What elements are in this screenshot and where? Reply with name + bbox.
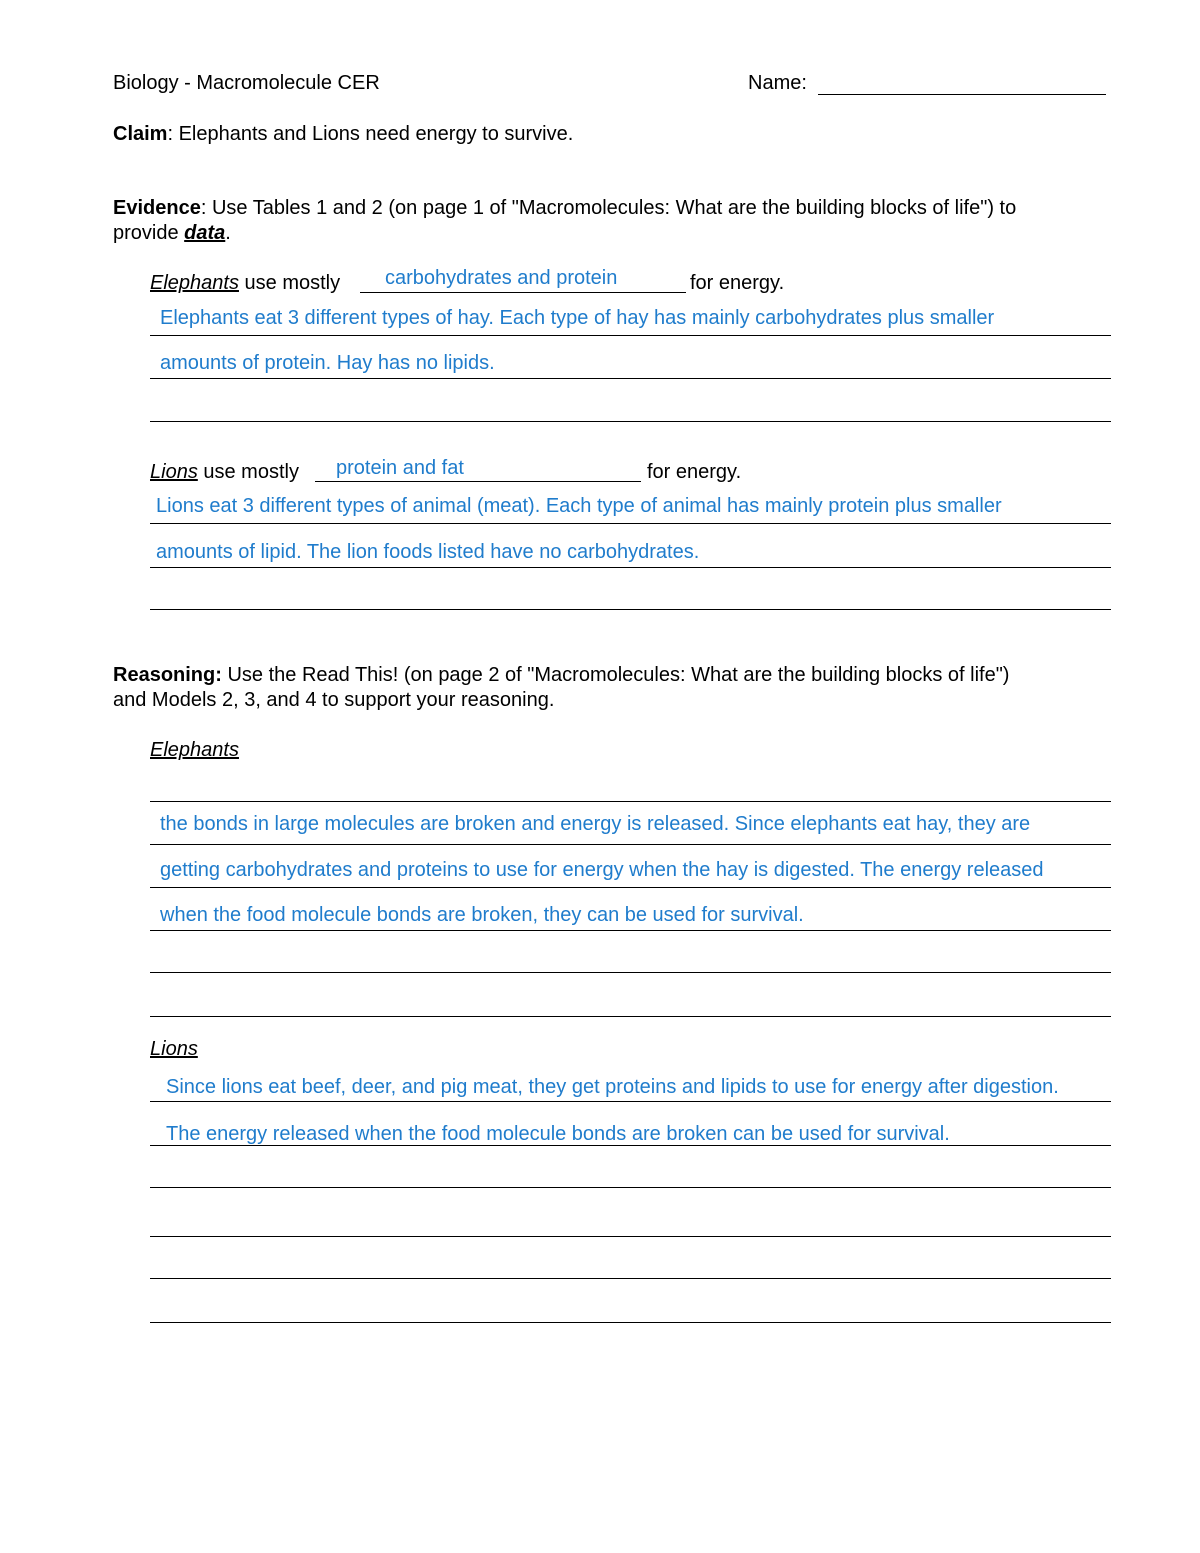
evidence-provide: provide <box>113 222 185 244</box>
elephants-subject: Elephants <box>150 272 239 294</box>
elephants-reasoning-answer-1: the bonds in large molecules are broken and energy is released. Since elephants eat hay, they are <box>160 813 1031 835</box>
lions-uses: use mostly <box>197 461 299 483</box>
lions-subject: Lions <box>150 461 198 483</box>
page-title: Biology - Macromolecule CER <box>113 72 380 94</box>
elephants-evidence-prompt <box>150 272 340 295</box>
reasoning-text: Use the Read This! (on page 2 of "Macromolecules: What are the building blocks of life") <box>221 664 1010 686</box>
data-emphasis: data <box>184 222 226 244</box>
answer-line[interactable] <box>150 523 1111 524</box>
elephants-uses: use mostly <box>238 272 341 294</box>
elephants-for-energy: for energy. <box>690 272 785 294</box>
name-field[interactable] <box>818 94 1106 95</box>
lions-reasoning-answer-1: Since lions eat beef, deer, and pig meat, they get proteins and lipids to use for energy after digestion. <box>166 1076 1059 1098</box>
answer-line[interactable] <box>150 1187 1111 1188</box>
elephants-fuel-answer: carbohydrates and protein <box>385 267 618 289</box>
answer-line[interactable] <box>150 930 1111 931</box>
lions-reasoning-heading: Lions <box>150 1038 198 1060</box>
answer-line[interactable] <box>150 1278 1111 1279</box>
reasoning-line-2: and Models 2, 3, and 4 to support your reasoning. <box>113 689 555 711</box>
elephants-evidence-answer-2: amounts of protein. Hay has no lipids. <box>160 352 495 374</box>
answer-line[interactable] <box>150 844 1111 845</box>
answer-line[interactable] <box>150 1236 1111 1237</box>
evidence-line-1 <box>113 197 1016 220</box>
answer-line[interactable] <box>150 887 1111 888</box>
answer-line[interactable] <box>150 801 1111 802</box>
elephants-reasoning-heading: Elephants <box>150 739 239 761</box>
lions-evidence-prompt <box>150 461 299 484</box>
claim-line <box>113 123 573 146</box>
evidence-line-2 <box>113 222 231 245</box>
name-label: Name: <box>748 72 807 94</box>
answer-line[interactable] <box>150 378 1111 379</box>
answer-line[interactable] <box>150 609 1111 610</box>
lions-evidence-answer-2: amounts of lipid. The lion foods listed have no carbohydrates. <box>156 541 700 563</box>
elephants-reasoning-answer-2: getting carbohydrates and proteins to use for energy when the hay is digested. The energy released <box>160 859 1044 881</box>
reasoning-label: Reasoning: <box>113 664 222 686</box>
claim-label: Claim <box>113 123 168 145</box>
lions-evidence-answer-1: Lions eat 3 different types of animal (meat). Each type of animal has mainly protein plus smaller <box>156 495 1002 517</box>
claim-text: : Elephants and Lions need energy to survive. <box>167 123 574 145</box>
answer-line[interactable] <box>150 1322 1111 1323</box>
answer-line[interactable] <box>150 972 1111 973</box>
evidence-label: Evidence <box>113 197 201 219</box>
elephants-fuel-blank[interactable] <box>360 292 686 293</box>
evidence-period: . <box>225 222 231 244</box>
answer-line[interactable] <box>150 1101 1111 1102</box>
lions-fuel-blank[interactable] <box>315 481 641 482</box>
answer-line[interactable] <box>150 1145 1111 1146</box>
answer-line[interactable] <box>150 335 1111 336</box>
lions-fuel-answer: protein and fat <box>336 457 464 479</box>
lions-for-energy: for energy. <box>647 461 742 483</box>
answer-line[interactable] <box>150 1016 1111 1017</box>
elephants-reasoning-answer-3: when the food molecule bonds are broken, they can be used for survival. <box>160 904 804 926</box>
answer-line[interactable] <box>150 567 1111 568</box>
elephants-evidence-answer-1: Elephants eat 3 different types of hay. Each type of hay has mainly carbohydrates plus smaller <box>160 307 995 329</box>
lions-reasoning-answer-2: The energy released when the food molecule bonds are broken can be used for survival. <box>166 1123 950 1145</box>
reasoning-line-1 <box>113 664 1009 687</box>
evidence-text: : Use Tables 1 and 2 (on page 1 of "Macromolecules: What are the building blocks of life") to <box>200 197 1017 219</box>
answer-line[interactable] <box>150 421 1111 422</box>
